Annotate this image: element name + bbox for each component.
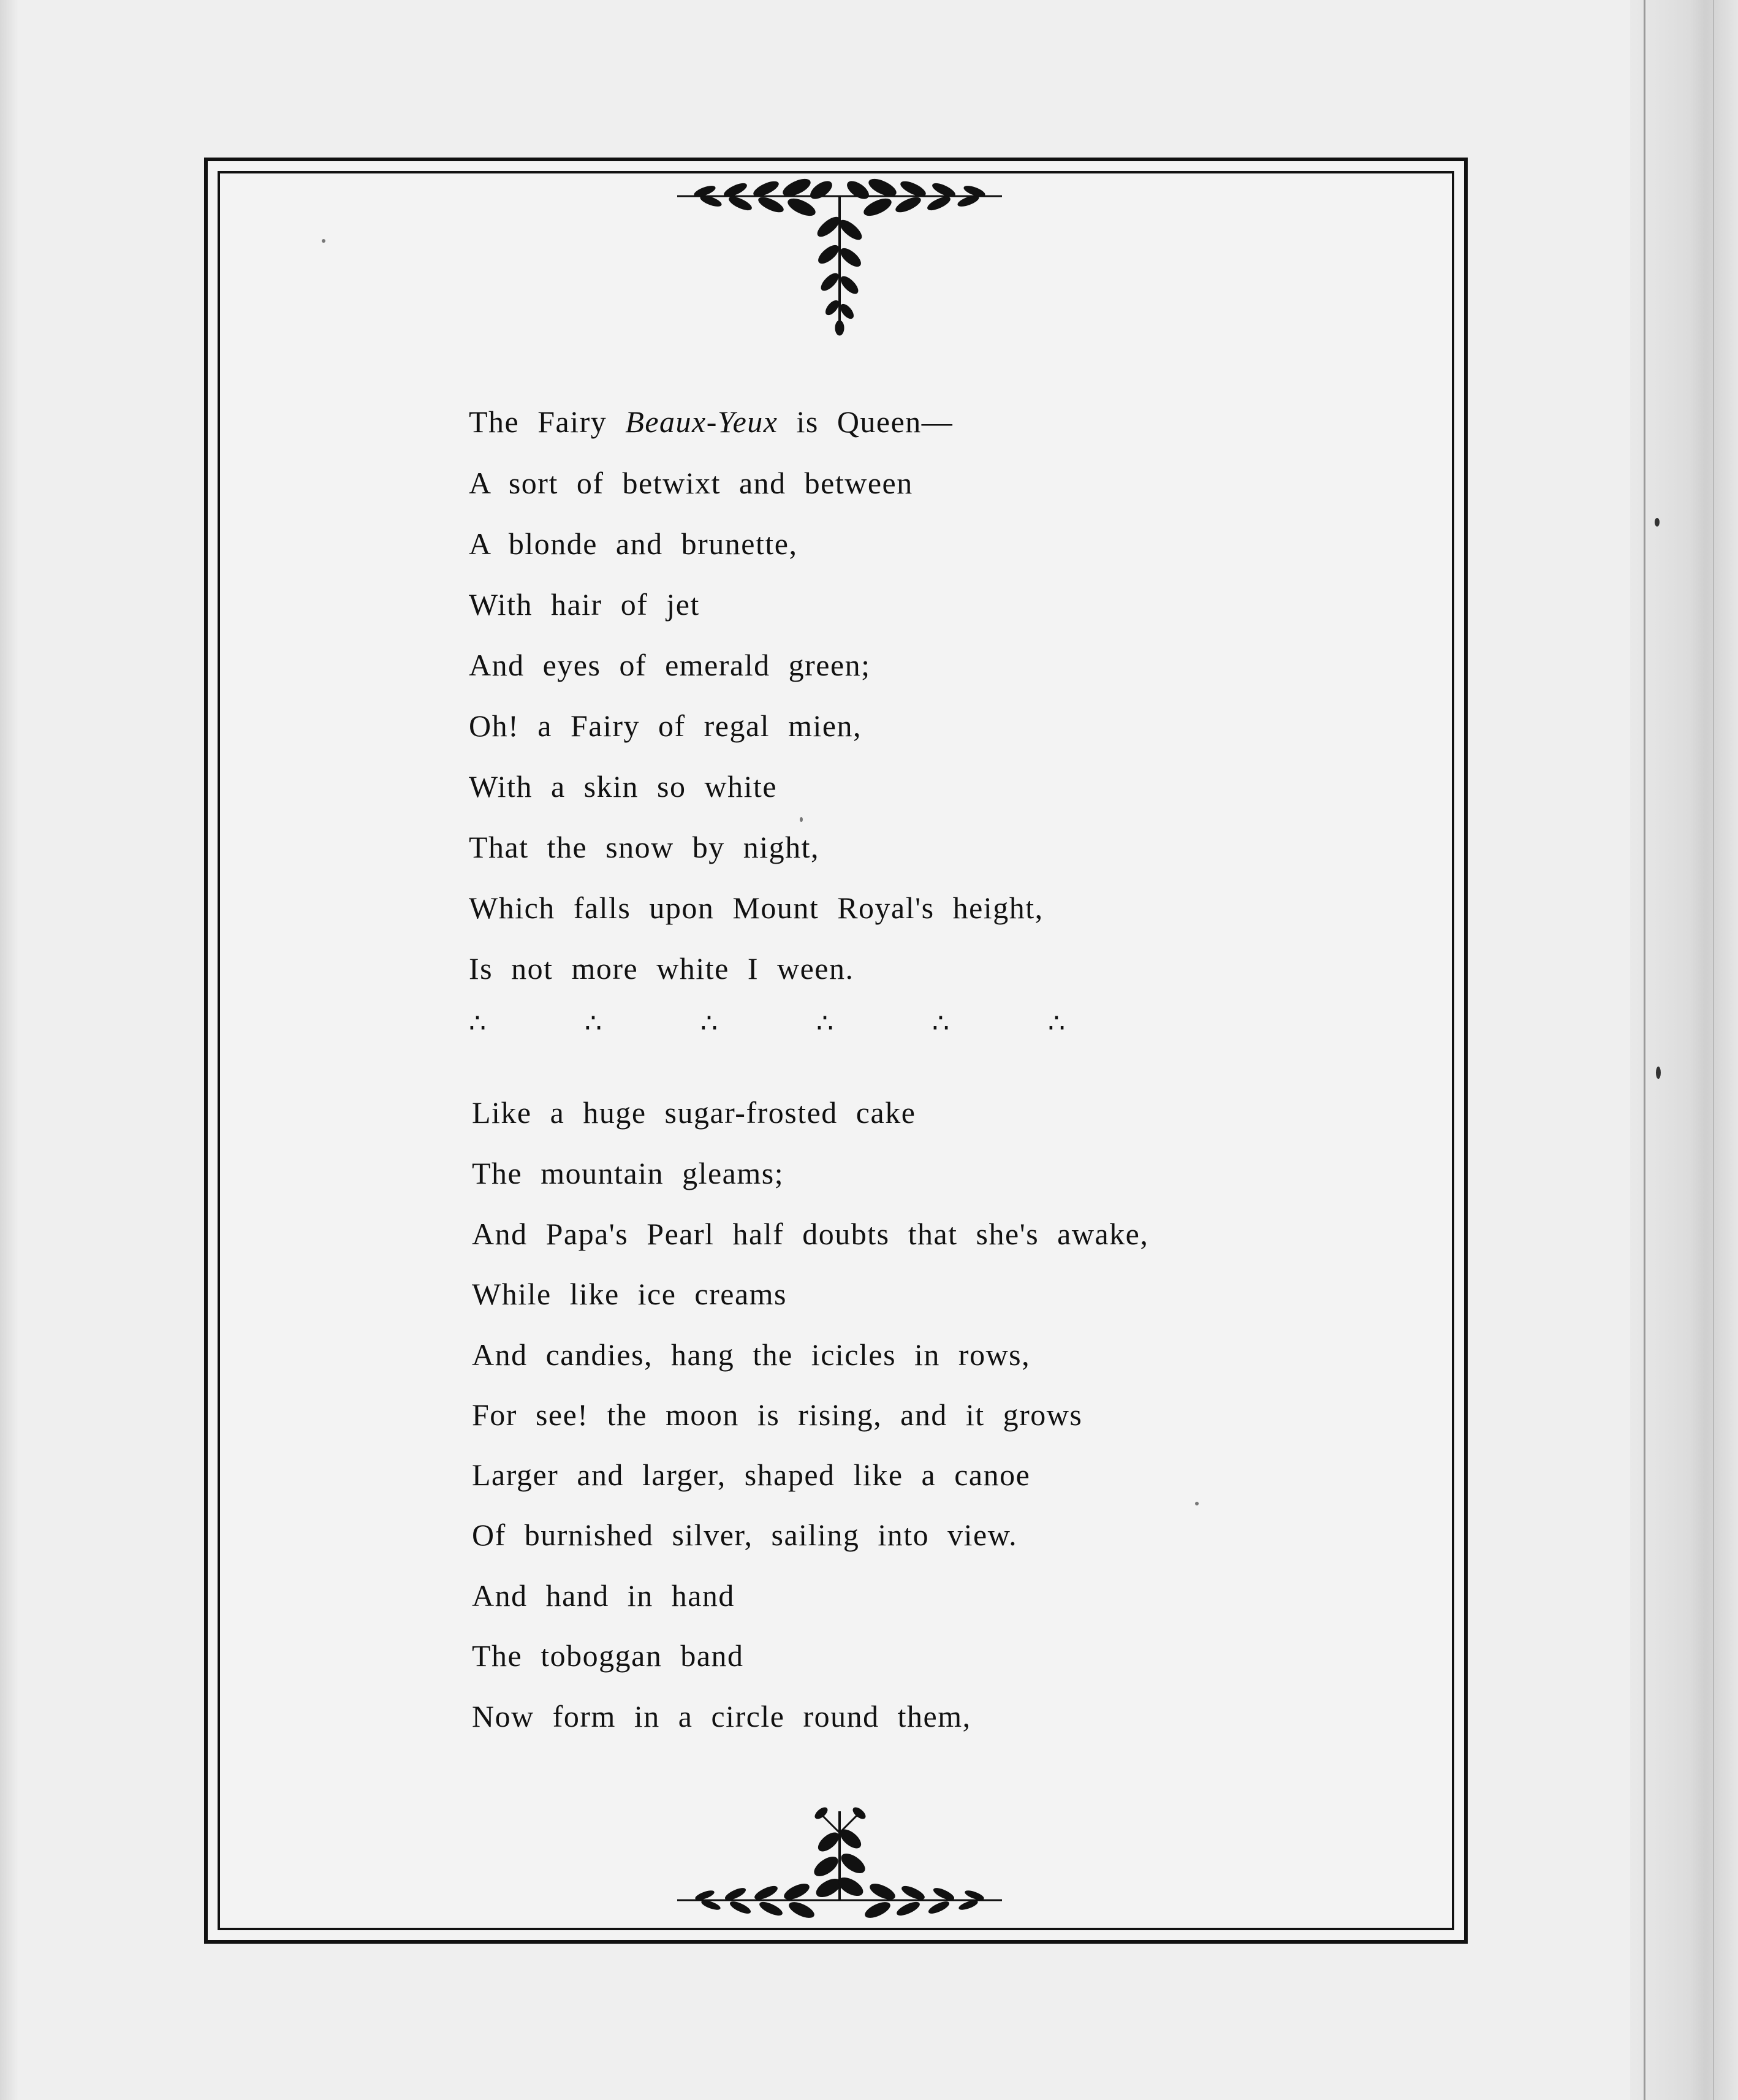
- poem-line: And eyes of emerald green;: [469, 648, 871, 682]
- poem-line: Of burnished silver, sailing into view.: [472, 1518, 1018, 1552]
- poem-text: is Queen—: [796, 405, 954, 439]
- page-left-edge: [0, 0, 18, 2100]
- poem-line: The mountain gleams;: [472, 1156, 784, 1190]
- paper-speck: [800, 817, 803, 822]
- page-fold-line: [1644, 0, 1645, 2100]
- fairy-name: Beaux-Yeux: [625, 405, 778, 439]
- stanza-separator: ∴ ∴ ∴ ∴ ∴ ∴: [469, 1008, 1065, 1038]
- paper-speck: [1655, 518, 1660, 527]
- paper-speck: [1195, 1502, 1199, 1505]
- poem-line: With hair of jet: [469, 587, 700, 622]
- poem-line-1: [469, 403, 953, 440]
- poem-line: While like ice creams: [472, 1277, 787, 1311]
- poem-line: Like a huge sugar-frosted cake: [472, 1095, 916, 1130]
- poem-line: The toboggan band: [472, 1638, 744, 1673]
- page-edge-line: [1713, 0, 1714, 2100]
- paper-speck: [322, 239, 325, 243]
- poem-text: The Fairy: [469, 405, 607, 439]
- poem-line: And candies, hang the icicles in rows,: [472, 1337, 1031, 1372]
- poem-line: Larger and larger, shaped like a canoe: [472, 1458, 1031, 1492]
- poem-line: With a skin so white: [469, 769, 778, 804]
- poem-line: And Papa's Pearl half doubts that she's awake,: [472, 1217, 1149, 1251]
- poem-line: That the snow by night,: [469, 830, 820, 864]
- paper-speck: [1656, 1067, 1661, 1079]
- leaf-sprig-icon: [668, 172, 1011, 337]
- poem-line: Now form in a circle round them,: [472, 1699, 971, 1733]
- poem-line: Which falls upon Mount Royal's height,: [469, 891, 1044, 925]
- poem-line: And hand in hand: [472, 1578, 735, 1613]
- leaf-sprig-icon: [668, 1796, 1011, 1937]
- page-right-edge: [1630, 0, 1738, 2100]
- poem-line: A blonde and brunette,: [469, 527, 798, 561]
- poem-line: Oh! a Fairy of regal mien,: [469, 709, 862, 743]
- poem-line: A sort of betwixt and between: [469, 466, 913, 500]
- poem-line: For see! the moon is rising, and it grows: [472, 1398, 1083, 1432]
- poem-line: Is not more white I ween.: [469, 951, 854, 986]
